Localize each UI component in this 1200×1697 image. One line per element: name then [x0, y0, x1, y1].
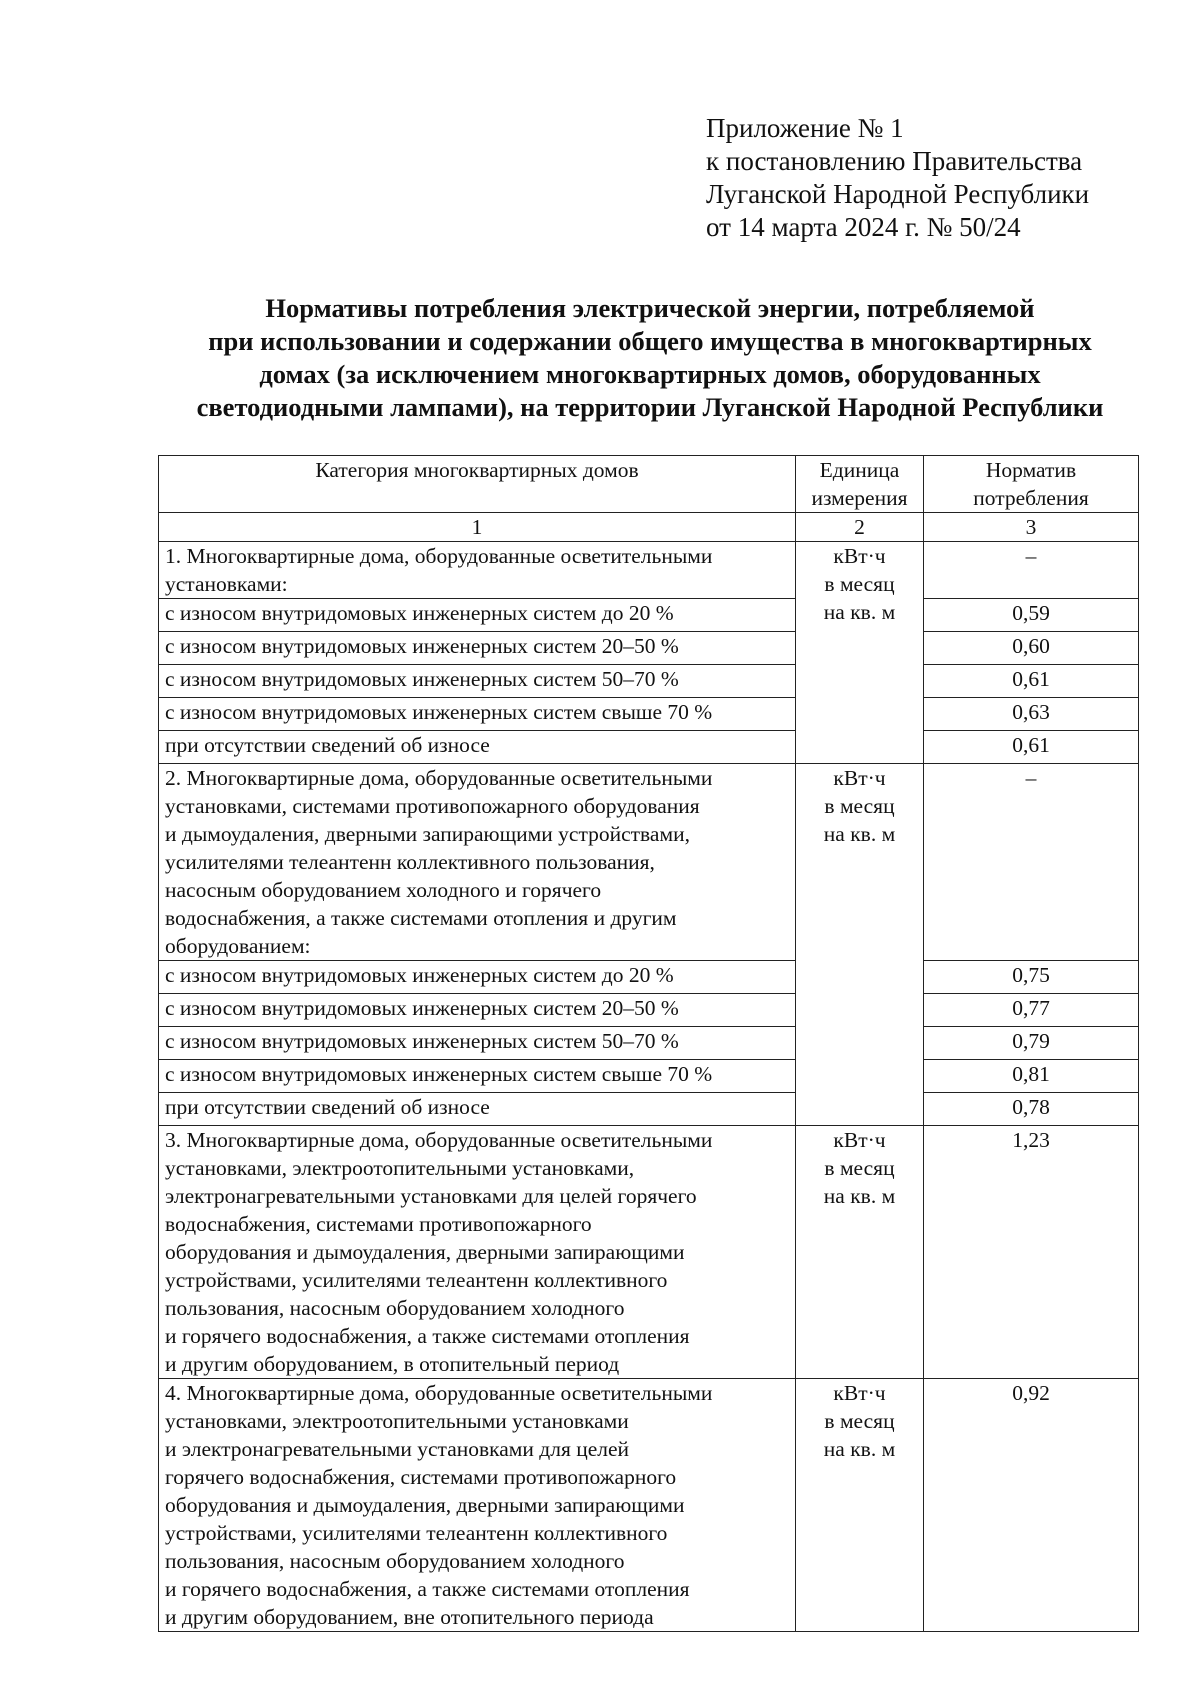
document-title [150, 292, 1150, 424]
table-row [159, 961, 1139, 994]
norm-value: 0,81 [924, 1060, 1139, 1093]
norm-value: 0,78 [924, 1093, 1139, 1126]
category-4-heading: 4. Многоквартирные дома, оборудованные осветительными установками, электроотопительными установками и электронагревательными установками для целей горячего водоснабжения, системами противопожарного оборудования и дымоудаления, дверными запирающими устройствами, усилителями телеантенн коллективного пользования, насосным оборудованием холодного и горячего водоснабжения, а также системами отопления и другим оборудованием, вне отопительного периода [159, 1379, 796, 1632]
row-label: с износом внутридомовых инженерных систем свыше 70 % [159, 1060, 796, 1093]
norm-value: 0,92 [924, 1379, 1139, 1632]
appendix-republic: Луганской Народной Республики [706, 179, 1090, 209]
column-number: 2 [796, 513, 924, 542]
table-row [159, 632, 1139, 665]
category-1-heading: 1. Многоквартирные дома, оборудованные осветительными установками: [159, 542, 796, 599]
unit-cell: кВт·ч в месяц на кв. м [796, 1379, 924, 1632]
row-label: при отсутствии сведений об износе [159, 731, 796, 764]
unit-cell: кВт·ч в месяц на кв. м [796, 764, 924, 1126]
table-row [159, 1093, 1139, 1126]
table-header-row [159, 456, 1139, 513]
table-row [159, 599, 1139, 632]
title-line: при использовании и содержании общего имущества в многоквартирных [208, 326, 1092, 356]
norm-value-dash: – [924, 542, 1139, 599]
appendix-resolution: к постановлению Правительства [706, 146, 1083, 176]
appendix-date: от 14 марта 2024 г. № 50/24 [706, 212, 1021, 242]
table-row [159, 764, 1139, 961]
column-number: 1 [159, 513, 796, 542]
header-category: Категория многоквартирных домов [159, 456, 796, 513]
column-number: 3 [924, 513, 1139, 542]
title-line: Нормативы потребления электрической энергии, потребляемой [265, 293, 1035, 323]
appendix-number: Приложение № 1 [706, 113, 904, 143]
column-number-row [159, 513, 1139, 542]
table-row [159, 731, 1139, 764]
row-label: с износом внутридомовых инженерных систем свыше 70 % [159, 698, 796, 731]
norm-value: 0,79 [924, 1027, 1139, 1060]
row-label: с износом внутридомовых инженерных систем 50–70 % [159, 665, 796, 698]
category-2-heading: 2. Многоквартирные дома, оборудованные осветительными установками, системами противопожарного оборудования и дымоудаления, дверными запирающими устройствами, усилителями телеантенн коллективного пользования, насосным оборудованием холодного и горячего водоснабжения, а также системами отопления и другим оборудованием: [159, 764, 796, 961]
table-row [159, 1126, 1139, 1379]
row-label: с износом внутридомовых инженерных систем 20–50 % [159, 994, 796, 1027]
norm-value: 0,75 [924, 961, 1139, 994]
row-label: при отсутствии сведений об износе [159, 1093, 796, 1126]
norms-table [158, 455, 1139, 1632]
header-norm: Норматив потребления [924, 456, 1139, 513]
title-line: светодиодными лампами), на территории Луганской Народной Республики [196, 392, 1104, 422]
row-label: с износом внутридомовых инженерных систем 50–70 % [159, 1027, 796, 1060]
title-line: домах (за исключением многоквартирных домов, оборудованных [259, 359, 1041, 389]
category-3-heading: 3. Многоквартирные дома, оборудованные осветительными установками, электроотопительными установками, электронагревательными установками для целей горячего водоснабжения, системами противопожарного оборудования и дымоудаления, дверными запирающими устройствами, усилителями телеантенн коллективного пользования, насосным оборудованием холодного и горячего водоснабжения, а также системами отопления и другим оборудованием, в отопительный период [159, 1126, 796, 1379]
norm-value: 0,61 [924, 731, 1139, 764]
table-row [159, 542, 1139, 599]
norm-value: 0,63 [924, 698, 1139, 731]
row-label: с износом внутридомовых инженерных систем до 20 % [159, 961, 796, 994]
norm-value: 0,60 [924, 632, 1139, 665]
norm-value: 0,77 [924, 994, 1139, 1027]
unit-cell: кВт·ч в месяц на кв. м [796, 1126, 924, 1379]
table-row [159, 665, 1139, 698]
row-label: с износом внутридомовых инженерных систем 20–50 % [159, 632, 796, 665]
header-unit: Единица измерения [796, 456, 924, 513]
appendix-header [706, 112, 1089, 244]
row-label: с износом внутридомовых инженерных систем до 20 % [159, 599, 796, 632]
table-row [159, 1060, 1139, 1093]
table-row [159, 698, 1139, 731]
unit-cell: кВт·ч в месяц на кв. м [796, 542, 924, 764]
table-row [159, 1027, 1139, 1060]
norm-value: 0,61 [924, 665, 1139, 698]
norm-value: 0,59 [924, 599, 1139, 632]
norm-value-dash: – [924, 764, 1139, 961]
norm-value: 1,23 [924, 1126, 1139, 1379]
table-row [159, 994, 1139, 1027]
table-row [159, 1379, 1139, 1632]
